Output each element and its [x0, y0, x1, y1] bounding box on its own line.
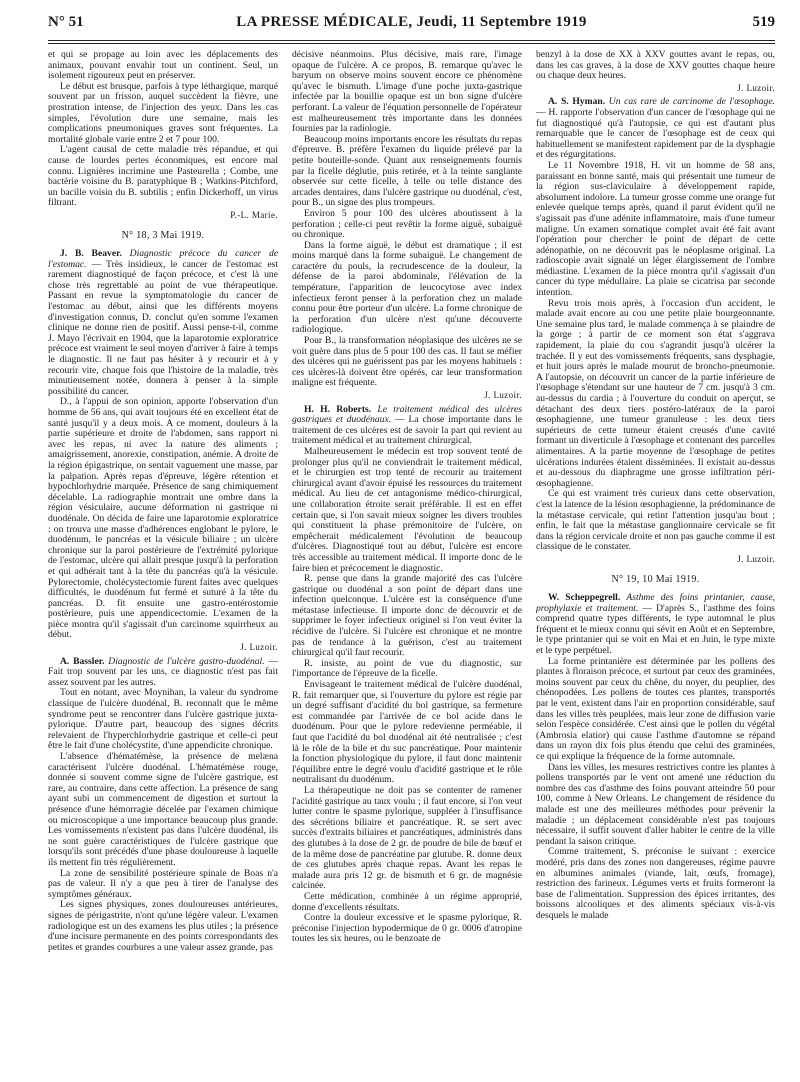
- paragraph: Dans la forme aiguë, le début est dramatique ; il est moins marqué dans la forme subaiguë. Le changement de caractère du pouls, la recrudescence de la douleur, la défense de la paroi abdominale, l'élévation de la température, l'apparition de leucocytose avec index infectieux feront penser à la perforation chez un malade connu pour être porteur d'un ulcère. La forme chronique de la perforation d'un ulcère n'est qu'une découverte radiologique.: [292, 239, 522, 336]
- paragraph: — H. rapporte l'observation d'un cancer de l'œsophage qui ne fut diagnostiqué qu'à l'autopsie, ce qui est d'autant plus remarquable que le cancer de l'œsophage est de ceux qui habituellement se manifestent rapidement par de la dysphagie et des régurgitations.: [536, 106, 775, 161]
- paragraph: Cette médication, combinée à un régime approprié, donne d'excellents résultats.: [292, 890, 522, 913]
- article-title: Le traitement médical des ulcères gastriques et duodénaux.: [292, 403, 522, 426]
- paragraph: Revu trois mois après, à l'occasion d'un accident, le malade avait encore au cou une petite plaie bourgeonnante. Une semaine plus tard, le malade commença à se plaindre de la gorge ; à partir de ce moment son état s'aggrava rapidement, la plaie du cou s'agrandit jusqu'à ulcérer la trachée. Il y eut des vomissements fréquents, sans dysphagie, et huit jours après le malade mourut de broncho-pneumonie. A l'autopsie, on découvrit un cancer de la partie inférieure de l'œsophage s'étendant sur une hauteur de 7 cm. jusqu'à 3 cm. au-dessus du cardia ; à l'ouverture du conduit on aperçut, se détachant des deux tiers postéro-latéraux de la paroi œsophagienne, une tumeur granuleuse : les deux tiers supérieurs de cette tumeur étaient creusés d'une cavité formant un diverticule à l'œsophage et contenant des parcelles alimentaires. A la partie moyenne de l'œsophage de petites ulcérations indurées étaient disséminées. Il existait au-dessus et au-dessous du diaphragme une grosse infiltration péri-œsophagienne.: [536, 297, 775, 489]
- page-number: 519: [752, 14, 775, 30]
- paragraph: — Fait trop souvent par les uns, ce diagnostic n'est pas fait assez souvent par les autres.: [48, 655, 278, 688]
- paragraph: décisive néanmoins. Plus décisive, mais rare, l'image opaque de l'ulcère. A ce propos, B. remarque qu'avec le baryum on observe moins souvent encore ce phénomène qu'avec le bismuth. L'image d'une poche juxta-gastrique infectée par la bouillie opaque est un bon signe d'ulcère perforant. La valeur de l'équation personnelle de l'opérateur est malheureusement très importante dans les données fournies par la radiologie.: [292, 50, 522, 135]
- article-hyman: [536, 97, 775, 161]
- paragraph: Contre la douleur excessive et le spasme pylorique, R. préconise l'injection hypodermique de 0 gr. 0006 d'atropine toutes les six heures, ou le benzoate de: [292, 912, 522, 945]
- signature: J. Luzoir.: [737, 553, 775, 564]
- column-3: [536, 50, 775, 1074]
- page-header: [48, 12, 775, 38]
- journal-title: LA PRESSE MÉDICALE, Jeudi, 11 Septembre 1919: [236, 14, 587, 30]
- paragraph: Ce qui est vraiment très curieux dans cette observation, c'est la latence de la lésion œsophagienne, la prédominance de la métastase cervicale, qui retint l'attention jusqu'au bout ; enfin, le fait que la métastase ganglionnaire cervicale se fit dans la région cervicale droite et non pas gauche comme il est classique de le constater.: [536, 488, 775, 553]
- signature: J. Luzoir.: [240, 642, 278, 653]
- article-author: H. H. Roberts.: [304, 403, 372, 415]
- paragraph: — La chose importante dans le traitement de ces ulcères est de savoir la part qui revient au traitement médical et au traitement chirurgical.: [292, 414, 522, 447]
- paragraph: La forme printanière est déterminée par les pollens des plantes à floraison précoce, et surtout par ceux des graminées, moins souvent par ceux du chêne, du noyer, du peuplier, des chénopodées. Les pollens de toutes ces plantes, transportés par le vent, existent dans l'air en proportion considérable, sauf dans les villes très peuplées, mais leur zone de diffusion varie selon l'espèce considérée. C'est ainsi que le pollen du végétal (Ambrosia elatior) qui cause l'asthme d'automne se répand dans un rayon dix fois plus étendu que celui des graminées, ce qui explique la fréquence de la forme automnale.: [536, 655, 775, 762]
- article-title: Diagnostic précoce du cancer de l'estomac.: [48, 248, 278, 270]
- signature: J. Luzoir.: [737, 82, 775, 93]
- paragraph: Le 11 Novembre 1918, H. vit un homme de 58 ans, paraissant en bonne santé, mais qui présentait une tumeur de la région sus-claviculaire à développement rapide, absolument indolore. La tumeur grosse comme une orange fut enlevée quelque temps après, quand il parut évident qu'il ne s'agissait pas d'une adénite inflammatoire, mais d'une tumeur maligne. Un examen somatique complet avait été fait avant l'opération pour chercher le point de départ de cette adénopathie, on ne découvrit pas le néoplasme original. La radioscopie avait signalé un léger élargissement de l'ombre médiastine. L'examen de la pièce montra qu'il s'agissait d'un cancer du type médullaire. La plaie se cicatrisa par seconde intention.: [536, 159, 775, 299]
- paragraph: — Très insidieux, le cancer de l'estomac est rarement diagnostiqué de façon précoce, et c'est là une chose très regrettable au point de vue thérapeutique. Passant en revue la symptomatologie du cancer de l'estomac au début, ainsi que les différents moyens d'investigation connus, D. conclut qu'en somme l'examen clinique ne donne rien de positif. Aussi pense-t-il, comme J. Mayo l'écrivait en 1904, que la laparotomie exploratrice précoce est vraiment le seul moyen d'arriver à faire à temps le diagnostic. Il ne faut pas hésiter à y recourir et à y recourir vite, chaque fois que l'histoire de la maladie, très minutieusement notée, donnera à penser à la simple possibilité du cancer.: [48, 258, 278, 397]
- issue-number: N° 51: [48, 14, 84, 30]
- paragraph: — D'après S., l'asthme des foins comprend quatre types différents, le type automnal le plus fréquent et le mieux connu qui sévit en Août et en Septembre, le type printanier qui se voit en Mai et en Juin, le type mixte et le type perpétuel.: [536, 602, 775, 657]
- article-author: J. B. Beaver.: [60, 248, 122, 260]
- paragraph: La zone de sensibilité postérieure spinale de Boas n'a pas de valeur. Il n'y a que peu à tirer de l'analyse des symptômes généraux.: [48, 867, 278, 900]
- paragraph: benzyl à la dose de XX à XXV gouttes avant le repas, ou, dans les cas graves, à la dose de XXV gouttes chaque heure ou chaque deux heures.: [536, 50, 775, 82]
- paragraph: R. pense que dans la grande majorité des cas l'ulcère gastrique ou duodénal a son point de départ dans une infection quelconque. L'ulcère est la conséquence d'une métastase infectieuse. Il importe donc de découvrir et de supprimer le foyer infectieux originel si l'on veut éviter la récidive de l'ulcère. Si l'ulcère est chronique et ne montre pas de tendance à la guérison, c'est au traitement chirurgical qu'il faut recourir.: [292, 573, 522, 659]
- paragraph: Les signes physiques, zones douloureuses antérieures, signes de périgastrite, n'ont qu'une légère valeur. L'examen radiologique est un des examens les plus utiles ; la présence d'une incisure permanente en des points correspondants des petites et grandes courbures a une valeur assez grande, pas: [48, 899, 278, 953]
- article-bassler: [48, 657, 278, 689]
- article-title: Un cas rare de carcinome de l'œsophage.: [608, 96, 775, 108]
- issue-heading: N° 18, 3 Mai 1919.: [121, 229, 205, 241]
- article-beaver: [48, 249, 278, 397]
- paragraph: Dans les villes, les mesures restrictives contre les plantes à pollens transportés par le vent ont amené une réduction du nombre des cas d'asthme des foins pouvant atteindre 50 pour 100, comme à New Orleans. Le changement de résidence du malade est une des meilleures méthodes pour prévenir la maladie ; un déplacement considérable n'est pas toujours nécessaire, il suffit souvent d'aller habiter le centre de la ville pendant la saison critique.: [536, 761, 775, 847]
- article-author: A. Bassler.: [60, 655, 105, 667]
- article-roberts: [292, 405, 522, 447]
- article-title: Asthme des foins printanier, cause, prophylaxie et traitement.: [536, 592, 775, 614]
- signature: P.-L. Marie.: [230, 209, 278, 220]
- header-rule-secondary: [48, 43, 775, 44]
- header-rule: [48, 40, 775, 41]
- paragraph: L'agent causal de cette maladie très répandue, et qui cause de lourdes pertes économiques, est encore mal connu. Lignières incrimine une Pasteurella ; Combe, une bactérie voisine du B. paratyphique B ; Watkins-Pitchford, un bacille voisin du B. subtilis ; enfin Dickerhoff, un virus filtrant.: [48, 144, 278, 209]
- paragraph: Malheureusement le médecin est trop souvent tenté de prolonger plus qu'il ne conviendrait le traitement médical, et le chirurgien est trop tenté de recourir au traitement chirurgical avant d'avoir épuisé les ressources du traitement médical. Au lieu de cet antagonisme médico-chirurgical, une collaboration étroite serait préférable. Il est en effet certain que, si l'on savait mieux soigner les divers troubles qui constituent la phase prémonitoire de l'ulcère, on empêcherait médicalement l'évolution de beaucoup d'ulcères. Diagnostiqué tout au début, l'ulcère est encore très accessible au traitement médical. Il importe donc de le faire bien et précocement le diagnostic.: [292, 445, 522, 574]
- paragraph: Comme traitement, S. préconise le suivant : exercice modéré, pris dans des zones non dangereuses, régime pauvre en albumines animales (viande, lait, œufs, fromage), restriction des farineux. Légumes verts et fruits formeront la base de l'alimentation. Suppression des épices irritantes, des boissons alcooliques et des aliments spéciaux vis-à-vis desquels le malade: [536, 846, 775, 921]
- paragraph: R. insiste, au point de vue du diagnostic, sur l'importance de l'épreuve de la ficelle.: [292, 657, 522, 680]
- article-scheppegrell: [536, 593, 775, 657]
- paragraph: Environ 5 pour 100 des ulcères aboutissent à la perforation ; celle-ci peut revêtir la forme aiguë, subaiguë ou chronique.: [292, 207, 522, 241]
- paragraph: La thérapeutique ne doit pas se contenter de ramener l'acidité gastrique au taux voulu ; il faut encore, si l'on veut lutter contre le spasme pylorique, suppléer à l'insuffisance des sécrétions biliaire et pancréatique. R. se sert avec succès d'extraits biliaires et pancréatiques, administrés dans des glutubes à la dose de 2 gr. de poudre de bile de bœuf et de la même dose de pancréatine par glutube. R. donne deux de ces glutubes après chaque repas. Avant les repas le malade aura pris 12 gr. de bismuth et 6 gr. de magnésie calcinée.: [292, 784, 522, 892]
- signature: J. Luzoir.: [484, 390, 522, 400]
- article-title: Diagnostic de l'ulcère gastro-duodénal.: [108, 655, 265, 667]
- paragraph: Le début est brusque, parfois à type léthargique, marqué souvent par un frisson, auquel succèdent la fièvre, une prostration intense, de l'injection des yeux. Dans les cas simples, l'évolution dure une semaine, mais les complications pneumoniques graves sont fréquentes. La mortalité globale varie entre 2 et 7 pour 100.: [48, 80, 278, 145]
- paragraph: Tout en notant, avec Moynihan, la valeur du syndrome classique de l'ulcère duodénal, B. reconnaît que le même syndrome peut se rencontrer dans l'ulcère gastrique juxta-pylorique. D'autre part, beaucoup des signes décrits relevaient de l'hyperchlorhydrie gastrique et celle-ci peut être le fait d'une cholécystite, d'une appendicite chronique.: [48, 687, 278, 752]
- article-author: W. Scheppegrell.: [548, 592, 621, 604]
- paragraph: et qui se propage au loin avec les déplacements des animaux, pouvant envahir tout un continent. Seul, un isolement rigoureux peut en préserver.: [48, 50, 278, 82]
- article-author: A. S. Hyman.: [548, 96, 606, 108]
- issue-heading: N° 19, 10 Mai 1919.: [611, 573, 700, 585]
- column-2: [292, 50, 522, 1074]
- paragraph: L'absence d'hématémèse, la présence de melæna caractérisent l'ulcère duodénal. L'hématémèse rouge, donnée si souvent comme signe de l'ulcère gastrique, est rare, au contraire, dans cette affection. La présence de sang ayant subi un commencement de digestion et surtout la présence d'une hémorragie décelée par l'examen chimique ou microscopique a une importance beaucoup plus grande. Les vomissements n'existent pas dans l'ulcère duodénal, ils ne sont guère caractéristiques de l'ulcère gastrique que lorsqu'ils sont précédés d'une phase douloureuse à laquelle ils mettent fin très régulièrement.: [48, 751, 278, 868]
- paragraph: Pour B., la transformation néoplasique des ulcères ne se voit guère dans plus de 5 pour 100 des cas. Il faut se méfier des ulcères qui ne guérissent pas par les moyens habituels : ces ulcères-là doivent être opérés, car leur transformation maligne est fréquente.: [292, 335, 522, 389]
- paragraph: Beaucoup moins importants encore les résultats du repas d'épreuve. B. préfère l'examen du liquide prélevé par la petite bouteille-sonde. Quant aux renseignements fournis par la ficelle déglutie, puis retirée, et à la teinte sanglante observée sur cette ficelle, à telle ou telle distance des arcades dentaires, dans l'ulcère gastrique ou duodénal, c'est, pour B., un signe des plus trompeurs.: [292, 133, 522, 209]
- paragraph: Envisageant le traitement médical de l'ulcère duodénal, R. fait remarquer que, si l'ouverture du pylore est régie par un degré suffisant d'acidité du bol gastrique, sa fermeture est commandée par l'arrivée de ce bol acide dans le duodénum. Pour que le pylore redevienne perméable, il faut que l'acidité du bol duodénal ait été neutralisée ; c'est là le rôle de la bile et du suc pancréatique. Pour maintenir la fonction physiologique du pylore, il faut donc maintenir l'équilibre entre le degré voulu d'acidité gastrique et le rôle neutralisant du duodénum.: [292, 679, 522, 786]
- column-1: [48, 50, 278, 1074]
- paragraph: D., à l'appui de son opinion, apporte l'observation d'un homme de 56 ans, qui avait toujours été en excellent état de santé jusqu'il y a deux mois. A ce moment, douleurs à la partie supérieure et droite de l'abdomen, sans rapport ni avec les repas, ni avec la nature des aliments ; amaigrissement, anorexie, constipation, anémie. A droite de la région épigastrique, on sentait vaguement une masse, par la palpation. Après repas d'épreuve, légère rétention et hypochlorhydrie marquée. Présence de sang chimiquement décelable. La radiographie montrait une ombre dans la région vésiculaire, aucune déformation ni gastrique ni duodénale. On décida de faire une laparotomie exploratrice : on trouva une masse d'adhérences englobant le pylore, le duodénum, le pancréas et la vésicule biliaire ; un ulcère chronique sur la paroi postérieure de l'extrémité pylorique de l'estomac, ulcère qui allait presque jusqu'à la perforation et qui adhérait tant à la tête du pancréas qu'à la vésicule. Pylorectomie, cholécystectomie furent faites avec quelques difficultés, le duodénum fut fermé et suturé à la tête du pancréas. D. fit ensuite une gastro-entérostomie postérieure, puis une appendicectomie. L'examen de la pièce montra qu'il s'agissait d'un carcinome squirrheux au début.: [48, 396, 278, 641]
